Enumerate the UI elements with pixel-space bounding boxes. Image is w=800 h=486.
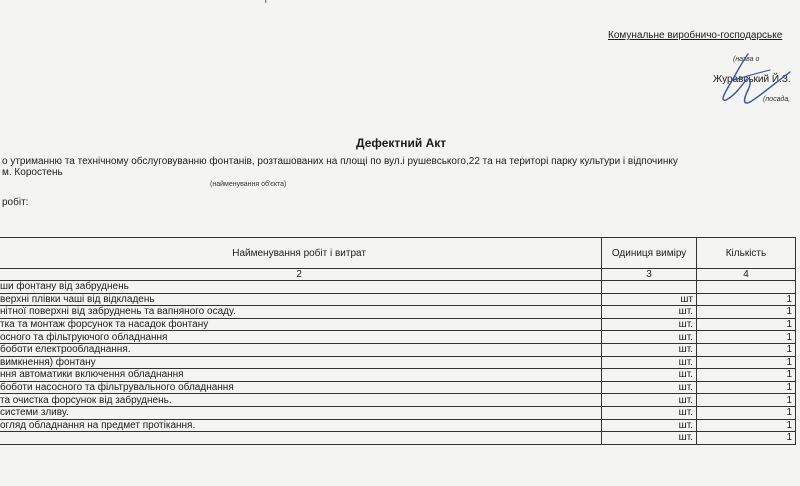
row-qty-cell: [696, 281, 795, 294]
document-title: Дефектний Акт: [356, 136, 447, 150]
object-caption: (найменування об'єкта): [210, 181, 287, 188]
table-row: [0, 406, 796, 419]
table-row: [0, 331, 796, 344]
row-name-cell: та очистка форсунок від забруднень.: [0, 394, 602, 407]
row-qty-cell: 1: [696, 306, 795, 319]
row-qty-cell: 1: [696, 406, 795, 419]
table-row: [0, 419, 796, 432]
table-row: [0, 343, 796, 356]
table-row: [0, 381, 796, 394]
row-unit-cell: шт.: [602, 306, 697, 319]
row-unit-cell: шт.: [602, 343, 697, 356]
top-mark: т: [264, 0, 268, 5]
works-table: [0, 237, 796, 445]
table-row: [0, 394, 796, 407]
row-qty-cell: 1: [696, 432, 795, 445]
header-unit: Одиниця виміру: [602, 238, 697, 269]
row-unit-cell: [602, 281, 697, 294]
row-unit-cell: шт.: [602, 432, 697, 445]
table-row: [0, 306, 796, 319]
row-qty-cell: 1: [696, 394, 795, 407]
row-name-cell: вимкнення) фонтану: [0, 356, 602, 369]
row-name-cell: огляд обладнання на предмет протікання.: [0, 419, 602, 432]
column-number: 2: [0, 269, 602, 281]
row-unit-cell: шт.: [602, 356, 697, 369]
signer-caption: (посада,: [763, 96, 791, 103]
row-unit-cell: шт.: [602, 369, 697, 382]
row-name-cell: осного та фільтруючого обладнання: [0, 331, 602, 344]
row-name-cell: тка та монтаж форсунок та насадок фонтану: [0, 318, 602, 331]
organization-name: Комунальне виробничо-господарське: [608, 30, 783, 41]
row-name-cell: ння автоматики включення обладнання: [0, 369, 602, 382]
row-qty-cell: 1: [696, 331, 795, 344]
row-unit-cell: шт.: [602, 318, 697, 331]
header-qty: Кількість: [696, 238, 795, 269]
header-name: Найменування робіт і витрат: [0, 238, 602, 269]
table-row: [0, 432, 796, 445]
table-header-row: [0, 238, 796, 269]
row-unit-cell: шт.: [602, 406, 697, 419]
row-name-cell: верхні плівки чаші від відкладень: [0, 293, 602, 306]
column-number: 4: [696, 269, 795, 281]
column-number: 3: [602, 269, 697, 281]
table-row: [0, 369, 796, 382]
row-unit-cell: шт.: [602, 381, 697, 394]
row-qty-cell: 1: [696, 356, 795, 369]
row-unit-cell: шт.: [602, 394, 697, 407]
handwritten-signature: [690, 50, 800, 120]
row-name-cell: боботи насосного та фільтрувального обладнання: [0, 381, 602, 394]
row-name-cell: ши фонтану від забруднень: [0, 281, 602, 294]
row-name-cell: нітної поверхні від забруднень та вапняного осаду.: [0, 306, 602, 319]
row-qty-cell: 1: [696, 293, 795, 306]
works-label: робіт:: [2, 197, 29, 208]
row-unit-cell: шт.: [602, 419, 697, 432]
table-row: [0, 356, 796, 369]
description-line-2: м. Коростень: [2, 167, 63, 178]
row-qty-cell: 1: [696, 381, 795, 394]
column-number-row: [0, 269, 796, 281]
table-row: [0, 293, 796, 306]
row-qty-cell: 1: [696, 419, 795, 432]
organization-caption: (назва о: [733, 56, 760, 63]
table-row: [0, 318, 796, 331]
row-unit-cell: шт.: [602, 331, 697, 344]
row-unit-cell: шт: [602, 293, 697, 306]
table-row: [0, 281, 796, 294]
description-line-1: о утриманню та технічному обслуговуванню фонтанів, розташованих на площі по вул.і рушевського,22 та на територі парку культури і відпочинку: [2, 156, 678, 167]
row-qty-cell: 1: [696, 343, 795, 356]
row-name-cell: боботи електрообладнання.: [0, 343, 602, 356]
row-name-cell: [0, 432, 602, 445]
row-qty-cell: 1: [696, 318, 795, 331]
row-name-cell: системи зливу.: [0, 406, 602, 419]
signer-name: Журавський Й.З.: [713, 74, 791, 85]
row-qty-cell: 1: [696, 369, 795, 382]
